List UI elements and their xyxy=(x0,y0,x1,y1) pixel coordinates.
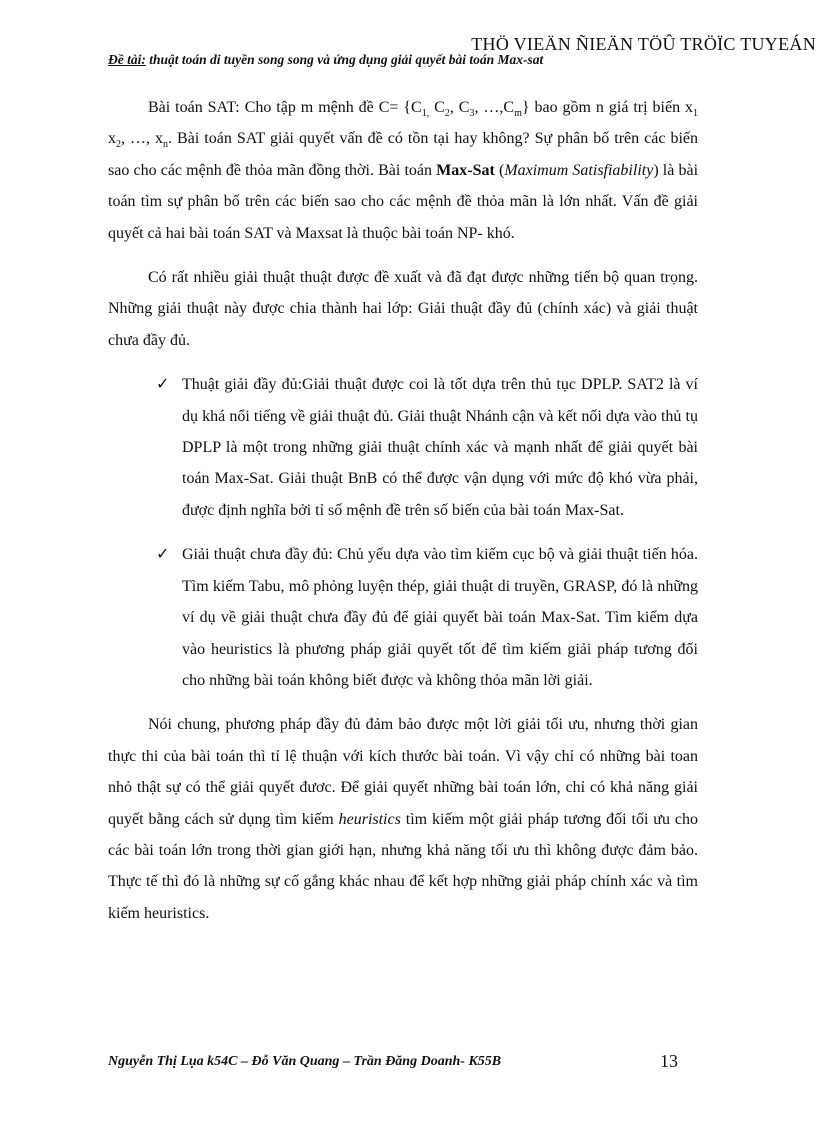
paragraph-sat-definition: Bài toán SAT: Cho tập m mệnh đề $C= \{C_{1,}$ $C_2$, $C_3$, $\dots,C_m$} bao gồm n giá trị biến $x_1$ $x_2$, …, $x_n$. Bài toán SAT giải quyết vấn đề có tồn tại hay không? Sự phân bố trên các biến sao cho các mệnh đề thỏa mãn đồng thời. Bài toán Max-Sat (Maximum Satisfiability) là bài toán tìm sự phân bố trên các biến sao cho các mệnh đề thỏa mãn là lớn nhất. Vấn đề giải quyết cả hai bài toán SAT và Maxsat là thuộc bài toán NP- khó. xyxy=(108,99,699,242)
document-body xyxy=(108,92,698,942)
list-item xyxy=(108,539,698,696)
checkmark-icon: ✓ xyxy=(156,546,170,564)
paragraph-algorithm-classes: Có rất nhiều giải thuật thuật được đề xuất và đã đạt được những tiến bộ quan trọng. Những giải thuật này được chia thành hai lớp: Giải thuật đầy đủ (chính xác) và giải thuật chưa đầy đủ. xyxy=(108,269,698,349)
topic-label: Đề tài: xyxy=(108,52,146,67)
list-item xyxy=(108,369,698,526)
document-topic xyxy=(108,52,708,68)
bullet-text: Thuật giải đầy đủ:Giải thuật được coi là tốt dựa trên thủ tục DPLP. SAT2 là ví dụ khá nổi tiếng về giải thuật đủ. Giải thuật Nhánh cận và kết nối dựa vào thủ tụ DPLP là một trong những giải thuật chính xác và mạnh nhất để giải quyết bài toán Max-Sat. Giải thuật BnB có thể được vận dụng với mức độ khó vừa phải, được định nghĩa bởi tỉ số mệnh đề trên số biến của bài toán Max-Sat. xyxy=(182,376,698,519)
watermark: THÖ VIEÄN ÑIEÄN TÖÛ TRÖÏC TUYEÁN xyxy=(471,34,816,54)
bullet-text: Giải thuật chưa đầy đủ: Chủ yếu dựa vào tìm kiếm cục bộ và giải thuật tiến hóa. Tìm kiếm Tabu, mô phỏng luyện thép, giải thuật di truyền, GRASP, đó là những ví dụ về giải thuật chưa đầy đủ để giải quyết bài toán Max-Sat. Tìm kiếm dựa vào heuristics là phương pháp giải quyết tốt để tìm kiếm giải pháp tương đối cho những bài toán không biết được và không thỏa mãn lời giải. xyxy=(182,546,698,689)
checkmark-icon: ✓ xyxy=(156,376,170,394)
paragraph-conclusion: Nói chung, phương pháp đầy đủ đảm bảo được một lời giải tối ưu, nhưng thời gian thực thi của bài toán thì tỉ lệ thuận với kích thước bài toán. Vì vậy chỉ có những bài toan nhỏ thật sự có thể giải quyết đươc. Để giải quyết những bài toán lớn, chỉ có khả năng giải quyết bằng cách sử dụng tìm kiếm heuristics tìm kiếm một giải pháp tương đối tối ưu cho các bài toán lớn trong thời gian giới hạn, nhưng khả năng tối ưu thì không được đảm bảo. Thực tế thì đó là những sự cố gắng khác nhau để kết hợp những giải pháp chính xác và tìm kiếm heuristics. xyxy=(108,716,699,922)
footer-authors: Nguyễn Thị Lụa k54C – Đỗ Văn Quang – Trần Đăng Doanh- K55B xyxy=(108,1054,502,1069)
bullet-list xyxy=(108,369,698,696)
topic-text: thuật toán di tuyền song song và ứng dụng giải quyết bài toán Max-sat xyxy=(145,52,544,67)
page-number: 13 xyxy=(660,1051,678,1071)
